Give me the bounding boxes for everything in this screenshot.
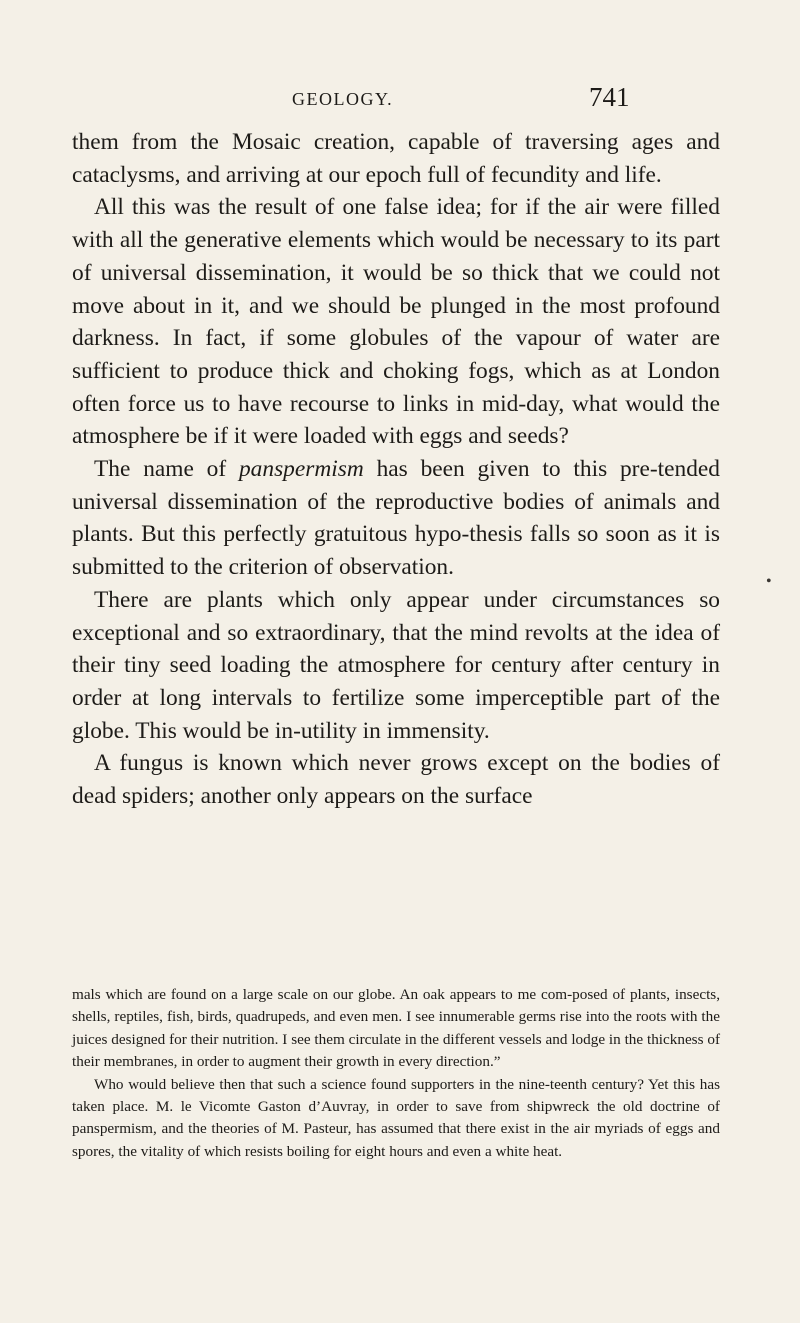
panspermism-term: panspermism [238,456,364,483]
footnote [72,984,720,1163]
paragraph-2: All this was the result of one false idea; for if the air were filled with all the generative elements which would be necessary to its part of universal dissemination, it would be so thick that we could not move about in it, and we should be plunged in the most profound darkness. In fact, if some globules of the vapour of water are sufficient to produce thick and choking fogs, which as at London often force us to have recourse to links in mid-day, what would the atmosphere be if it were loaded with eggs and seeds? [72,194,720,450]
running-head [0,82,800,112]
paragraph-3-start: The name of [94,456,239,483]
paragraph-1: them from the Mosaic creation, capable of traversing ages and cataclysms, and arriving at our epoch full of fecundity and life. [72,129,720,188]
paragraph-3 [72,453,720,584]
footnote-paragraph-1: mals which are found on a large scale on our globe. An oak appears to me com-posed of plants, insects, shells, reptiles, fish, birds, quadrupeds, and even men. I see innumerable germs rise into the roots with the juices designed for their nutrition. I see them circulate in the different vessels and lodge in the thickness of their membranes, in order to augment their growth in every direction.” [72,986,720,1071]
page-number: 741 [589,82,630,112]
footnote-paragraph-2: Who would believe then that such a science found supporters in the nine-teenth century? Yet this has taken place. M. le Vicomte Gaston d’Auvray, in order to save from shipwreck the old doctrine of panspermism, and the theories of M. Pasteur, has assumed that there exist in the air myriads of eggs and spores, the vitality of which resists boiling for eight hours and even a white heat. [72,1075,720,1160]
margin-mark: • [766,573,772,590]
running-title: GEOLOGY. [292,89,394,109]
paragraph-5: A fungus is known which never grows except on the bodies of dead spiders; another only appears on the surface [72,750,720,810]
paragraph-4: There are plants which only appear under circumstances so exceptional and so extraordinary, that the mind revolts at the idea of their tiny seed loading the atmosphere for century after century in order at long intervals to fertilize some imperceptible part of the globe. This would be in-utility in immensity. [72,586,720,744]
paragraph-3-end: has been given to this pre-tended universal dissemination of the reproductive bodies of animals and plants. But this perfectly gratuitous hypo-thesis falls so soon as it is submitted to the criterion of observation. [72,456,720,581]
main-text [72,126,720,813]
